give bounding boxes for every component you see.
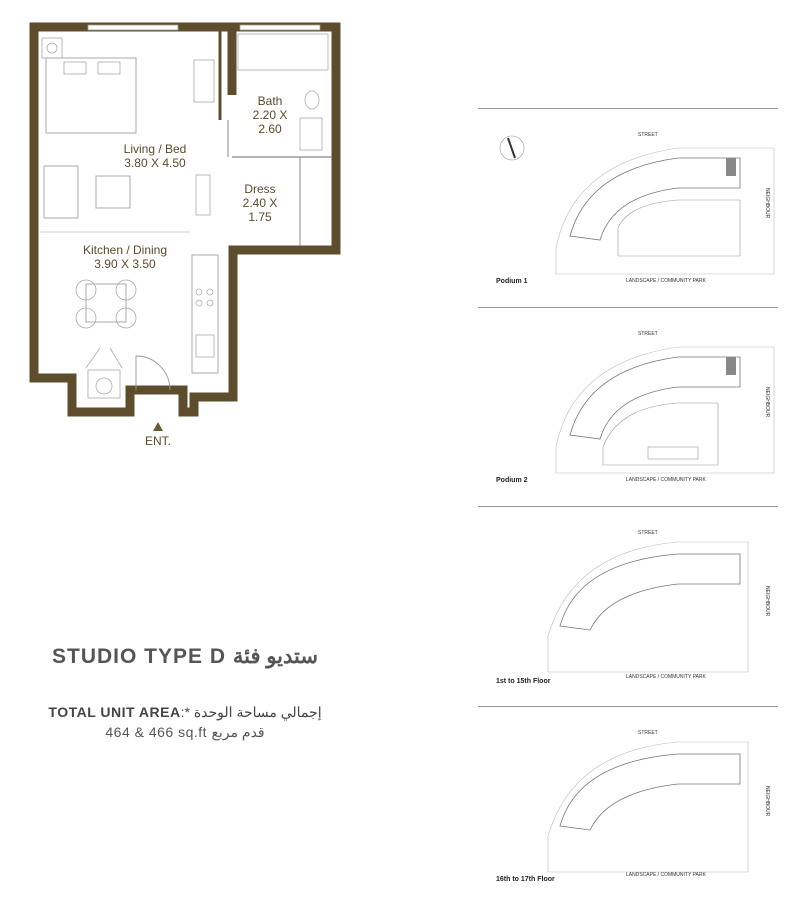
park-label: LANDSCAPE / COMMUNITY PARK [626, 477, 706, 483]
kitchen-name: Kitchen / Dining [82, 243, 168, 257]
building-plan [478, 108, 778, 288]
shower [238, 34, 328, 70]
dress-size-b: 1.75 [248, 210, 272, 224]
neighbour-label: NEIGHBOUR [764, 786, 770, 817]
park-label: LANDSCAPE / COMMUNITY PARK [626, 278, 706, 284]
building-plan [478, 706, 778, 886]
building-plan [478, 506, 778, 686]
neighbour-label: NEIGHBOUR [764, 586, 770, 617]
plan-caption: 1st to 15th Floor [496, 678, 551, 685]
site-outline [548, 542, 748, 672]
core [726, 357, 736, 375]
area-label: TOTAL UNIT AREA [48, 704, 181, 720]
compass-icon [500, 136, 524, 160]
bath-name: Bath [257, 94, 283, 108]
plan-caption: 16th to 17th Floor [496, 876, 555, 883]
kitchen-size: 3.90 X 3.50 [94, 257, 156, 271]
toilet [305, 91, 319, 109]
dining-chairs [76, 280, 136, 328]
entrance-arrow-icon [153, 422, 163, 431]
pool [648, 447, 698, 459]
stove [196, 289, 213, 306]
living-size: 3.80 X 4.50 [124, 156, 186, 170]
tv-unit [196, 175, 210, 215]
wardrobe [194, 60, 214, 102]
sink [196, 335, 214, 357]
washer-drum [96, 378, 112, 394]
bath-label [240, 94, 300, 136]
dress-name: Dress [244, 182, 276, 196]
area-suffix: :* إجمالي مساحة الوحدة [180, 704, 322, 720]
vanity [300, 118, 322, 150]
window [88, 25, 178, 30]
sofa [44, 166, 78, 218]
dress-size-a: 2.40 X [242, 196, 278, 210]
neighbour-label: NEIGHBOUR [764, 387, 770, 418]
unit-floor-plan [0, 0, 370, 440]
building-curve [560, 754, 740, 830]
floor-plan-podium-1 [478, 108, 778, 288]
unit-title: STUDIO TYPE D ستديو فئة [52, 645, 318, 668]
core [726, 158, 736, 176]
park-label: LANDSCAPE / COMMUNITY PARK [626, 872, 706, 878]
entrance-label: ENT. [144, 434, 171, 448]
living-label [110, 142, 200, 170]
street-label: STREET [638, 132, 658, 138]
pillow [98, 62, 120, 74]
street-label: STREET [638, 331, 658, 337]
bath-size-a: 2.20 X [252, 108, 288, 122]
coffee-table [96, 176, 130, 208]
park-label: LANDSCAPE / COMMUNITY PARK [626, 674, 706, 680]
kitchen-label [70, 243, 180, 271]
window [240, 25, 320, 30]
nightstand [42, 38, 62, 58]
area-label-line [0, 704, 370, 721]
entrance-door [136, 356, 170, 390]
door-swing [86, 348, 122, 368]
building-plan [478, 307, 778, 487]
podium-deck [603, 403, 718, 465]
building-curve [570, 357, 740, 439]
dining-table [86, 284, 126, 322]
site-outline [556, 347, 774, 473]
building-curve [570, 158, 740, 240]
plan-caption: Podium 2 [496, 477, 528, 484]
site-outline [556, 148, 774, 274]
street-label: STREET [638, 730, 658, 736]
bed [46, 58, 136, 133]
bath-size-b: 2.60 [258, 122, 282, 136]
floor-plan-16th-to-17th [478, 706, 778, 886]
area-value: 464 & 466 sq.ft قدم مربع [105, 724, 265, 740]
ramp [618, 200, 740, 256]
living-name: Living / Bed [123, 142, 187, 156]
lamp [47, 43, 57, 53]
dress-label [230, 182, 290, 224]
entrance-marker [128, 422, 188, 448]
plan-caption: Podium 1 [496, 278, 528, 285]
street-label: STREET [638, 530, 658, 536]
floor-plan-1st-to-15th [478, 506, 778, 686]
site-outline [548, 742, 748, 872]
building-curve [560, 554, 740, 630]
pillow [64, 62, 86, 74]
floor-plan-podium-2 [478, 307, 778, 487]
outer-walls [34, 27, 336, 412]
neighbour-label: NEIGHBOUR [764, 188, 770, 219]
